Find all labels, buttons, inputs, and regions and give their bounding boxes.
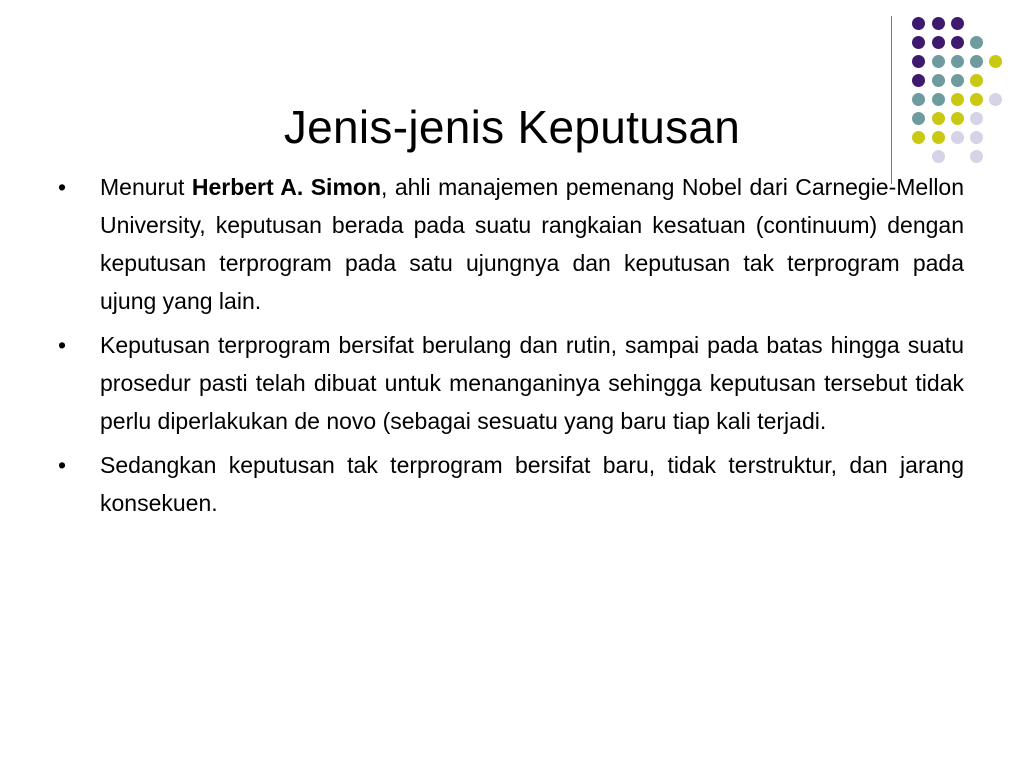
bullet-text: Keputusan terprogram bersifat berulang dan rutin, sampai pada batas hingga suatu prosedur pasti telah dibuat untuk menanganinya sehingga keputusan tersebut tidak perlu diperlakukan de novo (sebagai sesuatu yang baru tiap kali terjadi. [100, 332, 964, 434]
decor-dot [912, 17, 925, 30]
decor-dot [912, 36, 925, 49]
bullet-list [56, 168, 964, 528]
decor-dot [932, 55, 945, 68]
decor-dot [951, 55, 964, 68]
bullet-item [56, 326, 964, 440]
bullet-item [56, 168, 964, 320]
decor-dot [951, 74, 964, 87]
bullet-icon: • [58, 452, 67, 478]
slide-title: Jenis-jenis Keputusan [283, 100, 741, 153]
bullet-text: Sedangkan keputusan tak terprogram bersifat baru, tidak terstruktur, dan jarang konsekuen. [100, 452, 964, 516]
decor-dot [951, 36, 964, 49]
bullet-icon: • [58, 174, 67, 200]
decor-dot [932, 74, 945, 87]
bullet-text-emphasis: Herbert A. Simon [191, 174, 381, 200]
bullet-icon: • [58, 332, 67, 358]
bullet-text-rest: , ahli manajemen pemenang Nobel dari Carnegie-Mellon University, keputusan berada pada suatu rangkaian kesatuan (continuum) dengan keputusan terprogram pada satu ujungnya dan keputusan tak terprogram pada ujung yang lain. [100, 174, 965, 314]
decor-dot [970, 36, 983, 49]
bullet-text-lead: Menurut [100, 174, 192, 200]
decor-dot [912, 74, 925, 87]
decor-dot [970, 55, 983, 68]
bullet-text [100, 174, 964, 314]
decor-dot [970, 74, 983, 87]
decor-dot [932, 36, 945, 49]
bullet-item [56, 446, 964, 522]
decor-dot [912, 55, 925, 68]
decor-dot [951, 17, 964, 30]
decor-dot [932, 17, 945, 30]
decor-dot [989, 55, 1002, 68]
